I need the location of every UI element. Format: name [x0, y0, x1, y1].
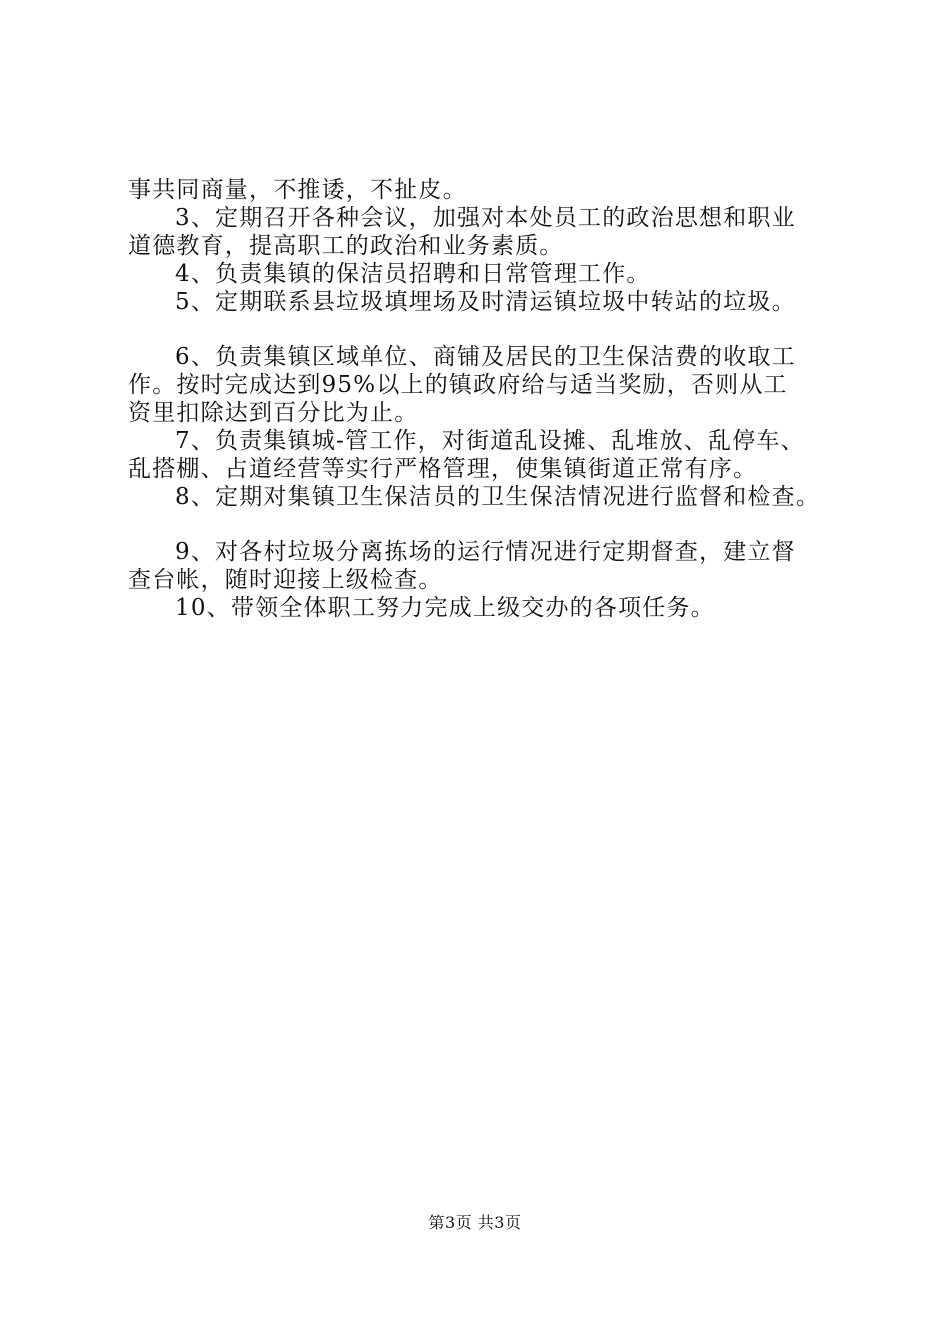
- item-3-line-1: 3、定期召开各种会议，加强对本处员工的政治思想和职业: [175, 205, 796, 231]
- paragraph-gap: [128, 511, 828, 538]
- text-line: 事共同商量，不推诿，不扯皮。: [128, 177, 467, 203]
- item-8-line: 8、定期对集镇卫生保洁员的卫生保洁情况进行监督和检查。: [175, 484, 821, 510]
- item-5-line: 5、定期联系县垃圾填埋场及时清运镇垃圾中转站的垃圾。: [175, 289, 796, 315]
- document-body: [128, 176, 828, 622]
- page-number-footer: 第3页 共3页: [428, 1213, 522, 1232]
- item-6-line-1: 6、负责集镇区域单位、商铺及居民的卫生保洁费的收取工: [175, 344, 796, 370]
- item-7-line-2: 乱搭棚、占道经营等实行严格管理，使集镇街道正常有序。: [128, 456, 758, 482]
- item-9-line-1: 9、对各村垃圾分离拣场的运行情况进行定期督查，建立督: [175, 539, 796, 565]
- item-10-line: 10、带领全体职工努力完成上级交办的各项任务。: [175, 595, 715, 621]
- item-7-line-1: 7、负责集镇城-管工作，对街道乱设摊、乱堆放、乱停车、: [175, 428, 805, 454]
- paragraph-gap: [128, 316, 828, 343]
- item-4-line: 4、负责集镇的保洁员招聘和日常管理工作。: [175, 261, 651, 287]
- item-6-line-2: 作。按时完成达到95%以上的镇政府给与适当奖励，否则从工: [128, 372, 788, 398]
- item-3-line-2: 道德教育，提高职工的政治和业务素质。: [128, 233, 564, 259]
- item-6-line-3: 资里扣除达到百分比为止。: [128, 400, 419, 426]
- item-9-line-2: 查台帐，随时迎接上级检查。: [128, 567, 443, 593]
